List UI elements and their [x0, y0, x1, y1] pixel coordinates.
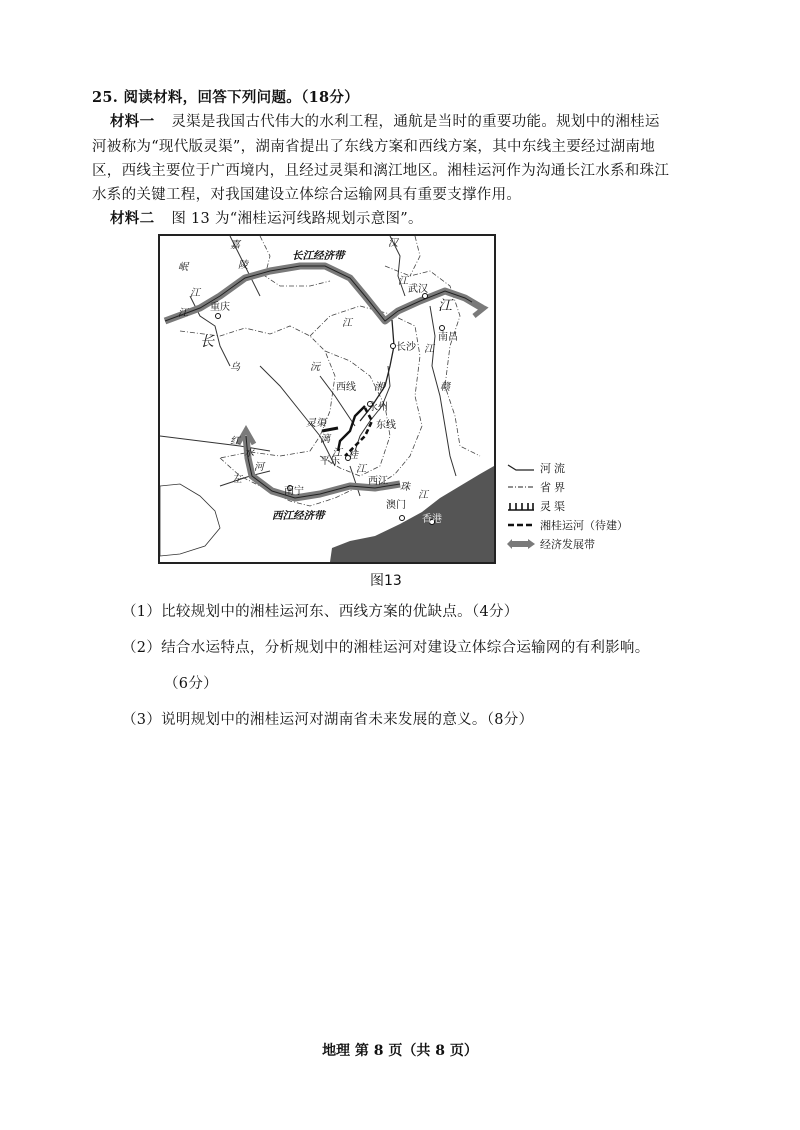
material1-label: 材料一 [110, 113, 155, 130]
legend-canal: 湘桂运河（待建） [506, 515, 636, 534]
label-nanning: 南宁 [284, 486, 304, 497]
question-header: 25. 阅读材料，回答下列问题。（18分） [92, 89, 360, 106]
label-jiang-a: 江 [190, 288, 200, 299]
material1-line-4: 水系的关键工程，对我国建设立体综合运输网具有重要支撑作用。 [92, 187, 522, 203]
coast-detail [160, 484, 220, 556]
label-he: 河 [254, 462, 264, 473]
material1-line-2: 河被称为“现代版灵渠”，湖南省提出了东线方案和西线方案，其中东线主要经过湖南地 [92, 139, 656, 155]
label-yuan: 沅 [310, 362, 320, 373]
label-xijiang-belt: 西江经济带 [272, 510, 325, 522]
label-min: 岷 [178, 262, 188, 273]
map-legend [506, 458, 636, 553]
material1-line-3: 区，西线主要位于广西境内，且经过灵渠和漓江地区。湘桂运河作为沟通长江水系和珠江 [92, 163, 670, 179]
label-wu: 乌 [230, 362, 240, 373]
label-jiang-big: 江 [438, 298, 452, 314]
label-nanchang: 南昌 [438, 332, 458, 343]
label-jiang-h: 江 [418, 490, 428, 501]
material2-label: 材料二 [110, 210, 155, 227]
label-gui: 桂 [348, 450, 358, 461]
label-jiang-f: 江 [332, 448, 342, 459]
subquestion-2: （2）结合水运特点，分析规划中的湘桂运河对建设立体综合运输网的有利影响。 [122, 640, 650, 656]
label-li: 漓 [320, 434, 330, 445]
label-jiang-e: 江 [424, 344, 434, 355]
label-xijiang: 西江 [368, 476, 388, 487]
label-changsha: 长沙 [396, 342, 416, 353]
map-graphics [160, 236, 494, 562]
boundary-legend-icon [506, 480, 540, 494]
label-east-line: 东线 [376, 420, 396, 431]
label-jiang-d: 江 [342, 318, 352, 329]
label-shui: 水 [244, 448, 254, 459]
label-jiang-c: 江 [178, 308, 188, 319]
legend-belt: 经济发展带 [506, 534, 636, 553]
subquestion-1: （1）比较规划中的湘桂运河东、西线方案的优缺点。（4分） [122, 604, 519, 620]
label-wuhan: 武汉 [408, 284, 428, 295]
label-jiang-b: 江 [398, 276, 408, 287]
canal-legend-icon [506, 518, 540, 532]
label-xiang: 湘 [374, 382, 384, 393]
legend-river: 河流 [506, 458, 636, 477]
label-jia: 嘉 [230, 240, 240, 251]
west-line-route [338, 406, 365, 451]
label-west-line: 西线 [336, 382, 356, 393]
label-jiang-g: 江 [356, 464, 366, 475]
material2-text: 图 13 为“湘桂运河线路规划示意图”。 [171, 211, 423, 227]
label-zhu: 珠 [400, 482, 410, 493]
material1-line-1 [110, 112, 660, 132]
legend-boundary: 省界 [506, 477, 636, 496]
label-hong: 红 [230, 436, 240, 447]
subquestion-3: （3）说明规划中的湘桂运河对湖南省未来发展的意义。（8分） [122, 712, 534, 728]
legend-lingqu: 灵渠 [506, 496, 636, 515]
label-hongkong: 香港 [422, 514, 442, 525]
page-footer: 地理 第 8 页（共 8 页） [322, 1043, 478, 1059]
river-legend-icon [506, 461, 540, 475]
label-ling: 陵 [238, 260, 248, 271]
lingqu-legend-icon [506, 499, 540, 513]
label-lingqu: 灵渠 [306, 418, 326, 429]
label-pingle: 平乐 [320, 456, 340, 467]
belt-legend-icon [506, 537, 540, 551]
material2-line [110, 209, 423, 229]
label-yongzhou: 永州 [368, 402, 388, 413]
rivers [160, 236, 456, 496]
figure-caption: 图13 [370, 573, 402, 589]
subquestion-2-score: （6分） [164, 676, 218, 692]
label-zuo: 左 [232, 474, 242, 485]
label-chongqing: 重庆 [210, 302, 230, 313]
material1-text-1: 灵渠是我国古代伟大的水利工程，通航是当时的重要功能。规划中的湘桂运 [171, 114, 660, 130]
label-gan: 赣 [440, 382, 450, 393]
label-yangtze-belt: 长江经济带 [292, 250, 345, 262]
label-macau: 澳门 [386, 500, 406, 511]
label-chang: 长 [200, 334, 214, 350]
canal-route-map [158, 234, 496, 564]
label-han: 汉 [388, 238, 398, 249]
